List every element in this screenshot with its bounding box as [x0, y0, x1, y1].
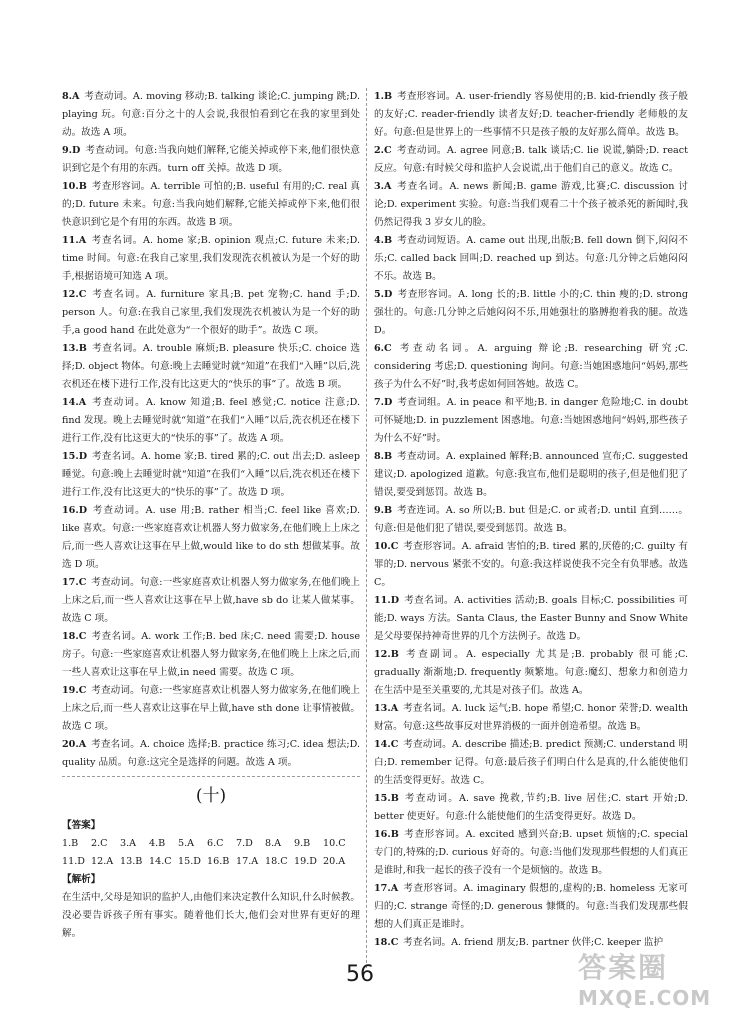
answer-key-entry: 13.B	[120, 856, 143, 867]
answer-key	[62, 835, 360, 871]
answer-explanation-item	[374, 700, 688, 736]
answer-explanation-item	[374, 790, 688, 826]
explanation-text: 考查动词。句意:一些家庭喜欢让机器人努力做家务,在他们晚上上床之后,而一些人喜欢让这事在早上做,have sth done 让事情被做。故选 C 项。	[62, 685, 360, 732]
answer-explanation-item	[62, 394, 360, 448]
question-number: 15.B	[374, 793, 399, 804]
answer-key-entry: 3.A	[120, 838, 137, 849]
answer-explanation-item	[374, 232, 688, 286]
answer-key-row	[62, 853, 360, 871]
question-number: 1.B	[374, 91, 393, 102]
answer-key-entry: 4.B	[149, 838, 166, 849]
answer-key-entry: 19.D	[294, 856, 317, 867]
answer-explanation-item	[62, 232, 360, 286]
question-number: 17.A	[374, 883, 399, 894]
question-number: 3.A	[374, 181, 392, 192]
answer-explanation-item	[62, 178, 360, 232]
answer-explanation-item	[374, 538, 688, 592]
question-number: 9.D	[62, 145, 81, 156]
question-number: 10.C	[374, 541, 399, 552]
explanation-text: 考查名词。A. trouble 麻烦;B. pleasure 快乐;C. choice 选择;D. object 物体。句意:晚上去睡觉时就“知道”在我们“入睡”以后,洗衣机还在楼下进行工作,没有比这更大的“快乐的事”了。故选 B 项。	[62, 343, 360, 390]
question-number: 7.D	[374, 397, 393, 408]
answer-key-entry: 11.D	[62, 856, 85, 867]
answer-key-entry: 12.A	[91, 856, 114, 867]
explanation-text: 考查名词。A. news 新闻;B. game 游戏,比赛;C. discussion 讨论;D. experiment 实验。句意:当我们观看二十个孩子被杀死的新闻时,我仍然记得我 3 岁女儿的脸。	[374, 181, 688, 228]
answer-explanation-item	[374, 826, 688, 880]
answer-key-entry: 9.B	[294, 838, 311, 849]
question-number: 13.B	[62, 343, 87, 354]
answer-key-entry: 20.A	[323, 856, 346, 867]
explanation-text: 考查名词。A. luck 运气;B. hope 希望;C. honor 荣誉;D. wealth 财富。句意:这些故事反对世界消极的一面并创造希望。故选 B。	[374, 703, 688, 732]
answer-explanation-item	[62, 682, 360, 736]
explanation-text: 考查副词。A. especially 尤其是;B. probably 很可能;C. gradually 渐渐地;D. frequently 频繁地。句意:魔幻、想象力和创造力在生活中是至关重要的,尤其是对孩子们。故选 A。	[374, 649, 688, 696]
question-number: 15.D	[62, 451, 88, 462]
explanation-text: 考查词组。A. in peace 和平地;B. in danger 危险地;C. in doubt 可怀疑地;D. in puzzlement 困惑地。句意:当她困惑地问“妈妈,那些孩子为什么不好”时。	[374, 397, 688, 444]
answer-explanation-item	[62, 502, 360, 574]
page-number: 56	[346, 962, 374, 987]
answer-key-entry: 6.C	[207, 838, 224, 849]
answer-key-entry: 8.A	[265, 838, 282, 849]
question-number: 16.B	[374, 829, 399, 840]
explanation-text: 考查形容词。A. user-friendly 容易使用的;B. kid-friendly 孩子般的友好;C. reader-friendly 读者友好;D. teacher-friendly 老师般的友好。句意:但是世界上的一些事情不只是孩子般的友好那么简单。故选 B。	[374, 91, 688, 138]
answer-explanation-item	[62, 142, 360, 178]
explanation-text: 考查动词。句意:当我向她们解释,它能关掉或停下来,他们很快意识到它是个有用的东西。turn off 关掉。故选 D 项。	[62, 145, 360, 174]
explanation-text: 考查名词。A. choice 选择;B. practice 练习;C. idea 想法;D. quality 品质。句意:这完全是选择的问题。故选 A 项。	[62, 739, 360, 768]
explanation-text: 考查动词。A. describe 描述;B. predict 预测;C. understand 明白;D. remember 记得。句意:最后孩子们明白什么是真的,什么能使他们的生活变得更好。故选 C。	[374, 739, 688, 786]
answer-explanation-item	[374, 646, 688, 700]
explanation-text: 考查名词。A. activities 活动;B. goals 目标;C. possibilities 可能;D. ways 方法。Santa Claus, the Easter Bunny and Snow White 是父母要保持神奇世界的几个方法例子。故选 D。	[374, 595, 688, 642]
explanation-text: 考查形容词。A. afraid 害怕的;B. tired 累的,厌倦的;C. guilty 有罪的;D. nervous 紧张不安的。句意:我这样说使我不完全有负罪感。故选 C。	[374, 541, 688, 588]
explanation-text: 考查名词。A. friend 朋友;B. partner 伙伴;C. keeper 监护	[403, 937, 664, 948]
answer-explanation-item	[374, 178, 688, 232]
watermark-text-top: 答案圈	[578, 951, 669, 984]
question-number: 12.C	[62, 289, 87, 300]
question-number: 13.A	[374, 703, 399, 714]
question-number: 6.C	[374, 343, 392, 354]
explanation-text: 考查形容词。A. terrible 可怕的;B. useful 有用的;C. real 真的;D. future 未来。句意:当我向她们解释,它能关掉或停下来,他们很快意识到它是个有用的东西。故选 B 项。	[62, 181, 360, 228]
explanation-text: 考查动词短语。A. came out 出现,出版;B. fell down 倒下,闷闷不乐;C. called back 回叫;D. reached up 到达。句意:几分钟之后她闷闷不乐。故选 B。	[374, 235, 688, 282]
column-divider	[366, 88, 367, 968]
question-number: 8.B	[374, 451, 393, 462]
answer-key-entry: 1.B	[62, 838, 79, 849]
watermark-text-bottom: MXQE.COM	[578, 986, 712, 1010]
question-number: 16.D	[62, 505, 88, 516]
answer-explanation-item	[374, 88, 688, 142]
question-number: 2.C	[374, 145, 392, 156]
explanation-text: 考查动词。A. know 知道;B. feel 感觉;C. notice 注意;D. find 发现。晚上去睡觉时就“知道”在我们“入睡”以后,洗衣机还在楼下进行工作,没有比这更大的“快乐的事”了。故选 A 项。	[62, 397, 360, 444]
question-number: 10.B	[62, 181, 87, 192]
explanation-text: 考查名词。A. home 家;B. opinion 观点;C. future 未来;D. time 时间。句意:在我自己家里,我们发现洗衣机被认为是一个好的助手,根据语境可知选 A 项。	[62, 235, 360, 282]
question-number: 18.C	[62, 631, 87, 642]
question-number: 8.A	[62, 91, 80, 102]
answer-explanation-item	[374, 592, 688, 646]
answer-explanation-item	[62, 574, 360, 628]
answer-explanation-item	[62, 736, 360, 772]
explanation-text: 考查形容词。A. imaginary 假想的,虚构的;B. homeless 无家可归的;C. strange 奇怪的;D. generous 慷慨的。句意:当我们发现那些假想的人们真正是谁时。	[374, 883, 688, 930]
answer-explanation-item	[62, 88, 360, 142]
answer-explanation-item	[374, 394, 688, 448]
answer-explanation-item	[62, 340, 360, 394]
explanation-text: 考查动词。A. explained 解释;B. announced 宣布;C. suggested 建议;D. apologized 道歉。句意:我宣布,他们是聪明的孩子,但是他们犯了错误,要受到惩罚。故选 B。	[374, 451, 688, 498]
question-number: 11.A	[62, 235, 87, 246]
explanation-text: 考查动名词。A. arguing 辩论;B. researching 研究;C. considering 考虑;D. questioning 询问。句意:当她困惑地问“妈妈,那些孩子为什么不好”时,我考虑如何回答她。故选 C。	[374, 343, 688, 390]
analysis-text: 在生活中,父母是知识的监护人,由他们来决定教什么知识,什么时候教。没必要告诉孩子所有事实。随着他们长大,他们会对世界有更好的理解。	[62, 892, 360, 939]
explanation-text: 考查动词。A. save 挽救,节约;B. live 居住;C. start 开始;D. better 使更好。句意:什么能使他们的生活变得更好。故选 D。	[374, 793, 688, 822]
section-divider	[62, 776, 360, 777]
question-number: 5.D	[374, 289, 393, 300]
answer-key-entry: 10.C	[323, 838, 346, 849]
section-title: (十)	[195, 786, 227, 806]
answer-key-entry: 16.B	[207, 856, 230, 867]
question-number: 4.B	[374, 235, 393, 246]
question-number: 19.C	[62, 685, 87, 696]
answer-explanation-item	[62, 448, 360, 502]
watermark-logo	[578, 950, 728, 1022]
answer-explanation-item	[374, 880, 688, 934]
right-column	[374, 88, 688, 952]
explanation-text: 考查动词。A. use 用;B. rather 相当;C. feel like 喜欢;D. like 喜欢。句意:一些家庭喜欢让机器人努力做家务,在他们晚上上床之后,而一些人喜欢让这事在早上做,would like to do sth 想做某事。故选 D 项。	[62, 505, 360, 570]
explanation-text: 考查连词。A. so 所以;B. but 但是;C. or 或者;D. until 直到……。句意:但是他们犯了错误,要受到惩罚。故选 B。	[374, 505, 688, 534]
question-number: 18.C	[374, 937, 399, 948]
analysis-label: 【解析】	[62, 874, 101, 885]
answer-key-entry: 2.C	[91, 838, 108, 849]
answer-explanation-item	[374, 286, 688, 340]
explanation-text: 考查名词。A. furniture 家具;B. pet 宠物;C. hand 手;D. person 人。句意:在我自己家里,我们发现洗衣机被认为是一个好的助手,a good hand 在此处意为“一个很好的助手”。故选 C 项。	[62, 289, 360, 336]
left-column	[62, 88, 360, 943]
explanation-text: 考查动词。句意:一些家庭喜欢让机器人努力做家务,在他们晚上上床之后,而一些人喜欢让这事在早上做,have sb do 让某人做某事。故选 C 项。	[62, 577, 360, 624]
answer-explanation-item	[374, 340, 688, 394]
answer-explanation-item	[374, 448, 688, 502]
explanation-text: 考查名词。A. work 工作;B. bed 床;C. need 需要;D. house 房子。句意:一些家庭喜欢让机器人努力做家务,在他们晚上上床之后,而一些人喜欢让这事在早上做,in need 需要。故选 C 项。	[62, 631, 360, 678]
answer-explanation-item	[62, 628, 360, 682]
answer-key-entry: 5.A	[178, 838, 195, 849]
explanation-text: 考查动词。A. moving 移动;B. talking 谈论;C. jumping 跳;D. playing 玩。句意:百分之十的人会说,我很怕看到它在我的家里到处动。故选 A 项。	[62, 91, 360, 138]
explanation-text: 考查动词。A. agree 同意;B. talk 谈话;C. lie 说谎,躺卧;D. react 反应。句意:有时候父母和监护人会说谎,出于他们自己的意义。故选 C。	[374, 145, 688, 174]
question-number: 11.D	[374, 595, 400, 606]
question-number: 14.A	[62, 397, 87, 408]
answer-key-entry: 7.D	[236, 838, 253, 849]
explanation-text: 考查形容词。A. long 长的;B. little 小的;C. thin 瘦的;D. strong 强壮的。句意:几分钟之后她闷闷不乐,用她强壮的胳膊抱着我的腿。故选 D。	[374, 289, 688, 336]
answer-explanation-item	[62, 286, 360, 340]
question-number: 9.B	[374, 505, 393, 516]
question-number: 20.A	[62, 739, 87, 750]
answer-key-entry: 18.C	[265, 856, 288, 867]
question-number: 17.C	[62, 577, 87, 588]
answer-key-row	[62, 835, 360, 853]
answer-key-entry: 17.A	[236, 856, 259, 867]
question-number: 14.C	[374, 739, 399, 750]
answer-explanation-item	[374, 736, 688, 790]
answer-explanation-item	[374, 502, 688, 538]
answer-explanation-item	[374, 142, 688, 178]
question-number: 12.B	[374, 649, 399, 660]
explanation-text: 考查形容词。A. excited 感到兴奋;B. upset 烦恼的;C. special 专门的,特殊的;D. curious 好奇的。句意:当他们发现那些假想的人们真正是谁时,和我一起长的孩子没有一个是烦恼的。故选 B。	[374, 829, 688, 876]
answers-label: 【答案】	[62, 820, 101, 831]
answer-key-entry: 14.C	[149, 856, 172, 867]
answer-key-entry: 15.D	[178, 856, 201, 867]
explanation-text: 考查名词。A. home 家;B. tired 累的;C. out 出去;D. asleep 睡觉。句意:晚上去睡觉时就“知道”在我们“入睡”以后,洗衣机还在楼下进行工作,没有比这更大的“快乐的事”了。故选 D 项。	[62, 451, 360, 498]
